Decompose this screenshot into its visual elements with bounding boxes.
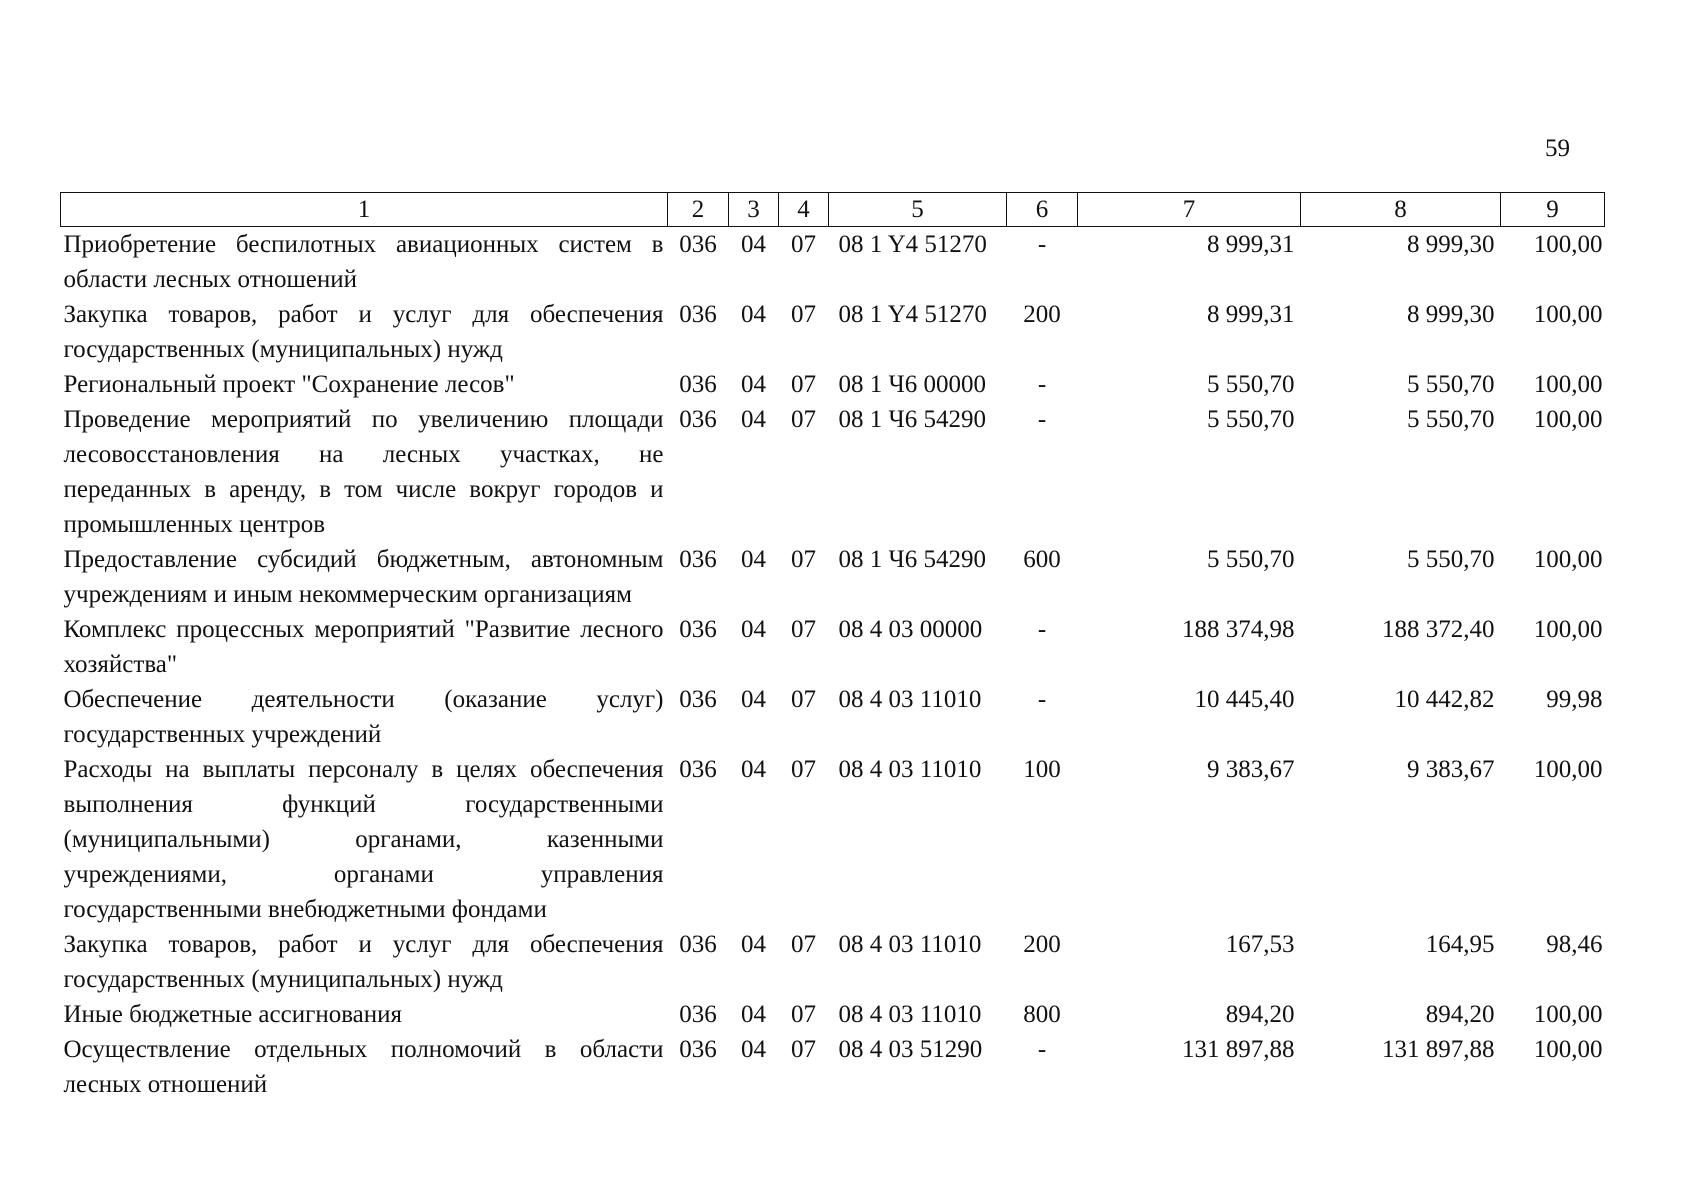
row-target-article-code: 08 1 Ч6 54290 — [838, 406, 986, 433]
row-planned-amount: 131 897,88 — [1182, 1036, 1295, 1063]
row-subsection-code: 07 — [791, 301, 816, 328]
table-row — [61, 227, 1605, 298]
row-subsection-code: 07 — [791, 231, 816, 258]
column-header-3: 3 — [729, 193, 779, 227]
row-planned-amount: 167,53 — [1225, 931, 1295, 958]
column-header-4: 4 — [779, 193, 829, 227]
row-section-code: 04 — [741, 301, 766, 328]
row-execution-percent: 100,00 — [1533, 1001, 1603, 1028]
page-number: 59 — [1545, 135, 1570, 162]
column-header-7: 7 — [1078, 193, 1301, 227]
budget-table — [60, 192, 1605, 1102]
row-subsection-code: 07 — [791, 1036, 816, 1063]
row-subsection-code: 07 — [791, 616, 816, 643]
row-expense-type-code: 100 — [1023, 756, 1061, 783]
row-actual-amount: 10 442,82 — [1394, 686, 1495, 713]
row-name: Комплекс процессных мероприятий "Развитие лесного хозяйства" — [63, 616, 664, 678]
table-body — [61, 227, 1605, 1103]
row-target-article-code: 08 4 03 11010 — [838, 1001, 982, 1028]
row-actual-amount: 9 383,67 — [1407, 756, 1495, 783]
row-grbs-code: 036 — [679, 231, 717, 258]
row-planned-amount: 9 383,67 — [1207, 756, 1295, 783]
table-row — [61, 367, 1605, 402]
row-planned-amount: 10 445,40 — [1194, 686, 1295, 713]
row-expense-type-code: - — [1037, 616, 1047, 643]
row-expense-type-code: - — [1037, 371, 1047, 398]
row-section-code: 04 — [741, 756, 766, 783]
row-name: Проведение мероприятий по увеличению площади лесовосстановления на лесных участках, не переданных в аренду, в том числе вокруг городов и промышленных центров — [63, 406, 664, 538]
row-execution-percent: 100,00 — [1533, 756, 1603, 783]
row-section-code: 04 — [741, 931, 766, 958]
row-subsection-code: 07 — [791, 546, 816, 573]
row-actual-amount: 131 897,88 — [1382, 1036, 1495, 1063]
row-target-article-code: 08 4 03 11010 — [838, 931, 982, 958]
row-planned-amount: 8 999,31 — [1207, 231, 1295, 258]
row-planned-amount: 8 999,31 — [1207, 301, 1295, 328]
row-grbs-code: 036 — [679, 406, 717, 433]
row-section-code: 04 — [741, 1001, 766, 1028]
row-target-article-code: 08 4 03 51290 — [838, 1036, 983, 1063]
row-grbs-code: 036 — [679, 1036, 717, 1063]
row-name: Обеспечение деятельности (оказание услуг) государственных учреждений — [63, 686, 664, 748]
row-target-article-code: 08 4 03 11010 — [838, 686, 982, 713]
row-target-article-code: 08 4 03 00000 — [838, 616, 983, 643]
row-section-code: 04 — [741, 616, 766, 643]
row-name: Приобретение беспилотных авиационных систем в области лесных отношений — [63, 231, 664, 293]
row-subsection-code: 07 — [791, 686, 816, 713]
row-expense-type-code: 200 — [1023, 301, 1061, 328]
row-grbs-code: 036 — [679, 546, 717, 573]
row-actual-amount: 5 550,70 — [1407, 371, 1495, 398]
row-grbs-code: 036 — [679, 1001, 717, 1028]
column-header-1: 1 — [61, 193, 668, 227]
row-grbs-code: 036 — [679, 756, 717, 783]
table-row — [61, 612, 1605, 682]
row-actual-amount: 894,20 — [1425, 1001, 1495, 1028]
row-target-article-code: 08 1 Ч6 00000 — [838, 371, 986, 398]
row-name: Закупка товаров, работ и услуг для обеспечения государственных (муниципальных) нужд — [63, 301, 664, 363]
row-actual-amount: 188 372,40 — [1382, 616, 1495, 643]
column-header-2: 2 — [668, 193, 729, 227]
row-execution-percent: 100,00 — [1533, 406, 1603, 433]
row-section-code: 04 — [741, 231, 766, 258]
row-subsection-code: 07 — [791, 406, 816, 433]
row-planned-amount: 894,20 — [1225, 1001, 1295, 1028]
row-execution-percent: 98,46 — [1546, 931, 1603, 958]
row-execution-percent: 100,00 — [1533, 371, 1603, 398]
column-header-8: 8 — [1301, 193, 1501, 227]
row-name: Иные бюджетные ассигнования — [63, 1001, 403, 1028]
row-actual-amount: 5 550,70 — [1407, 546, 1495, 573]
row-actual-amount: 8 999,30 — [1407, 231, 1495, 258]
row-name: Осуществление отдельных полномочий в области лесных отношений — [63, 1036, 664, 1098]
row-expense-type-code: - — [1037, 231, 1047, 258]
row-grbs-code: 036 — [679, 686, 717, 713]
row-expense-type-code: - — [1037, 1036, 1047, 1063]
row-section-code: 04 — [741, 546, 766, 573]
column-header-5: 5 — [829, 193, 1007, 227]
table-header — [61, 193, 1605, 227]
column-header-9: 9 — [1501, 193, 1605, 227]
row-grbs-code: 036 — [679, 301, 717, 328]
row-execution-percent: 99,98 — [1546, 686, 1603, 713]
table-row — [61, 927, 1605, 997]
column-header-6: 6 — [1007, 193, 1078, 227]
row-planned-amount: 5 550,70 — [1207, 406, 1295, 433]
row-section-code: 04 — [741, 406, 766, 433]
row-expense-type-code: 200 — [1023, 931, 1061, 958]
row-expense-type-code: - — [1037, 406, 1047, 433]
table-row — [61, 542, 1605, 612]
row-planned-amount: 5 550,70 — [1207, 546, 1295, 573]
row-section-code: 04 — [741, 686, 766, 713]
row-target-article-code: 08 1 Y4 51270 — [838, 231, 987, 258]
row-name: Предоставление субсидий бюджетным, автономным учреждениям и иным некоммерческим организациям — [63, 546, 664, 608]
row-subsection-code: 07 — [791, 371, 816, 398]
row-execution-percent: 100,00 — [1533, 1036, 1603, 1063]
row-target-article-code: 08 4 03 11010 — [838, 756, 982, 783]
row-actual-amount: 5 550,70 — [1407, 406, 1495, 433]
header-row — [61, 193, 1605, 227]
table-row — [61, 1032, 1605, 1102]
row-grbs-code: 036 — [679, 371, 717, 398]
row-planned-amount: 5 550,70 — [1207, 371, 1295, 398]
table-row — [61, 752, 1605, 927]
row-name: Региональный проект "Сохранение лесов" — [63, 371, 515, 398]
row-subsection-code: 07 — [791, 931, 816, 958]
row-grbs-code: 036 — [679, 931, 717, 958]
row-expense-type-code: - — [1037, 686, 1047, 713]
row-subsection-code: 07 — [791, 1001, 816, 1028]
row-name: Расходы на выплаты персоналу в целях обеспечения выполнения функций государственными (муниципальными) органами, казенными учреждениями, органами управления государственными внебюджетными фондами — [63, 756, 664, 923]
row-name: Закупка товаров, работ и услуг для обеспечения государственных (муниципальных) нужд — [63, 931, 664, 993]
row-section-code: 04 — [741, 1036, 766, 1063]
row-expense-type-code: 800 — [1023, 1001, 1061, 1028]
row-execution-percent: 100,00 — [1533, 616, 1603, 643]
row-execution-percent: 100,00 — [1533, 301, 1603, 328]
table-row — [61, 297, 1605, 367]
table-row — [61, 997, 1605, 1032]
row-actual-amount: 8 999,30 — [1407, 301, 1495, 328]
row-subsection-code: 07 — [791, 756, 816, 783]
row-planned-amount: 188 374,98 — [1182, 616, 1295, 643]
table-row — [61, 402, 1605, 542]
row-actual-amount: 164,95 — [1425, 931, 1495, 958]
row-target-article-code: 08 1 Ч6 54290 — [838, 546, 986, 573]
row-target-article-code: 08 1 Y4 51270 — [838, 301, 987, 328]
table-row — [61, 682, 1605, 752]
row-section-code: 04 — [741, 371, 766, 398]
row-execution-percent: 100,00 — [1533, 231, 1603, 258]
row-expense-type-code: 600 — [1023, 546, 1061, 573]
row-grbs-code: 036 — [679, 616, 717, 643]
row-execution-percent: 100,00 — [1533, 546, 1603, 573]
